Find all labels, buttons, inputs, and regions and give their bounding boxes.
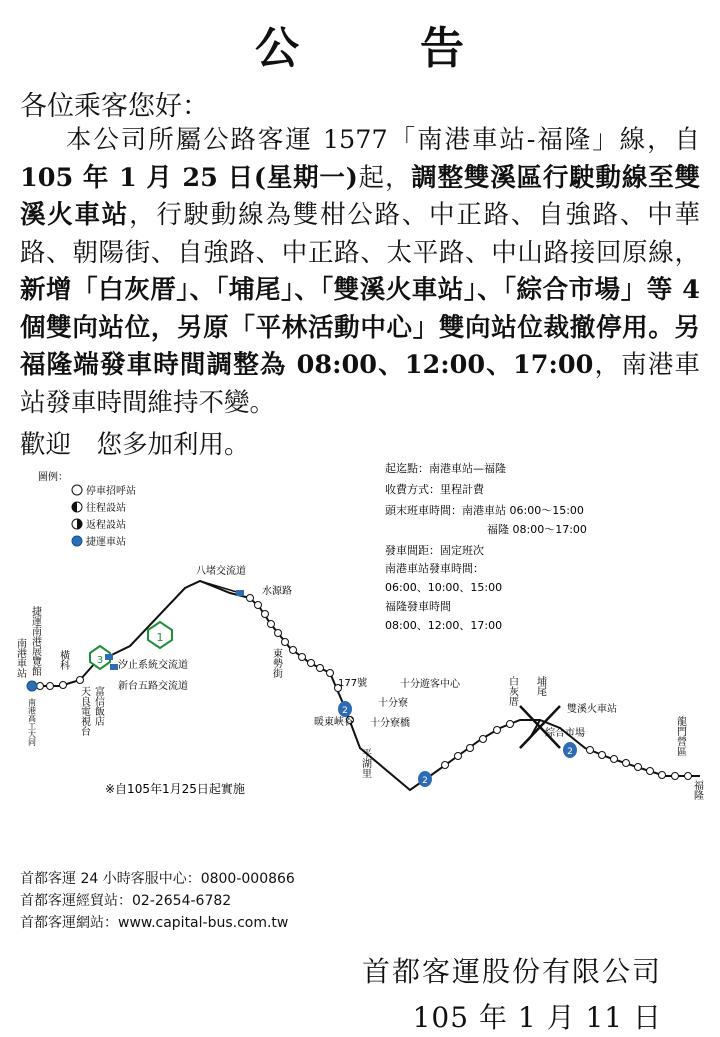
- highway-number: 3: [96, 655, 104, 666]
- bus-stop: [647, 768, 654, 775]
- bus-stop: [308, 660, 315, 667]
- bus-stop: [635, 764, 642, 771]
- map-label: 橫科: [57, 650, 69, 670]
- map-label: 八堵交流道: [196, 566, 246, 577]
- map-label: 富信飯店: [92, 686, 104, 726]
- legend-item: 返程設站: [86, 520, 126, 531]
- website-link[interactable]: 首都客運網站：www.capital-bus.com.tw: [20, 915, 289, 931]
- bus-stop: [268, 621, 275, 628]
- map-label: 新台五路交流道: [118, 681, 188, 692]
- badu-link: [200, 581, 240, 593]
- map-label: 水源路: [262, 586, 292, 597]
- map-label: 177號: [338, 678, 368, 689]
- body-part-1: 本公司所屬公路客運 1577「南港車站-福隆」線，自: [64, 125, 700, 155]
- map-label: 汐止系統交流道: [118, 660, 188, 671]
- highway-number: 1: [156, 631, 164, 644]
- interchange-icon: [110, 664, 118, 670]
- map-label: 埔尾: [534, 676, 546, 696]
- map-label: 南港車站: [14, 638, 26, 678]
- route-map: [0, 458, 720, 858]
- info-line: 頭末班車時間：南港車站 06:00～15:00: [385, 504, 584, 517]
- greeting: 各位乘客您好：: [20, 91, 209, 122]
- outbound-half-icon: [72, 502, 77, 512]
- highway-1-shield: [148, 622, 172, 648]
- bus-stop: [672, 773, 679, 780]
- schedule-info: [385, 461, 587, 632]
- effective-date-note: ※自105年1月25日起實施: [105, 782, 245, 796]
- bus-stop: [587, 747, 594, 754]
- info-line: 福隆發車時間: [385, 600, 451, 613]
- body-part-2: 起，: [357, 162, 412, 193]
- bus-stop: [494, 727, 501, 734]
- bus-stop: [480, 736, 487, 743]
- legend-title: 圖例：: [38, 472, 68, 483]
- map-label: 捷運南港展覽館: [29, 606, 41, 676]
- return-half-icon: [77, 519, 82, 529]
- legend-item: 停車招呼站: [86, 486, 136, 497]
- bus-stop: [60, 682, 67, 689]
- map-label: 平湖里: [359, 748, 371, 778]
- bus-stop: [262, 611, 269, 618]
- hotline: 首都客運 24 小時客服中心：0800-000866: [20, 871, 295, 887]
- bus-stop: [37, 683, 44, 690]
- notice-date: 105 年 1 月 11 日: [412, 1001, 662, 1034]
- interchange-icon: [236, 590, 244, 596]
- welcome-text: 歡迎 您多加利用。: [20, 430, 250, 460]
- info-line: 南港車站發車時間：: [385, 562, 484, 575]
- road-number: 2: [342, 706, 348, 716]
- interchange-icon: [105, 654, 113, 660]
- map-label: 福隆: [691, 780, 703, 800]
- provincial-2-shield: [338, 701, 352, 717]
- info-line: 發車間距：固定班次: [385, 544, 484, 557]
- bus-stop: [299, 654, 306, 661]
- notice-title: [0, 12, 720, 76]
- title-char-2: 告: [420, 23, 465, 74]
- body-date-bold: 105 年 1 月 25 日(星期一): [20, 162, 358, 193]
- bus-stop: [247, 595, 254, 602]
- bus-stop: [77, 677, 84, 684]
- bus-stop: [317, 665, 324, 672]
- bus-stop: [455, 753, 462, 760]
- bus-stop: [467, 745, 474, 752]
- map-label: 十分寮橋: [370, 718, 410, 729]
- bus-stop: [685, 773, 692, 780]
- map-label: 天良電視台: [78, 686, 90, 736]
- notice-body: [20, 122, 700, 422]
- bus-stop: [659, 772, 666, 779]
- map-label: 龍門營區: [674, 716, 686, 756]
- vertical-map-labels: [15, 605, 704, 800]
- info-line: 06:00、10:00、15:00: [385, 581, 503, 594]
- map-label: 雙溪火車站: [567, 704, 617, 715]
- title-char-1: 公: [255, 23, 300, 74]
- bus-stop: [282, 639, 289, 646]
- bus-stop: [623, 760, 630, 767]
- map-label: 十分遊客中心: [400, 679, 460, 690]
- legend-item: 捷運車站: [86, 537, 126, 548]
- bus-stop: [442, 762, 449, 769]
- legend-items: [72, 484, 136, 548]
- road-number: 2: [567, 747, 573, 757]
- bus-stop: [47, 683, 54, 690]
- body-part-4: ，南港車站發車時間維持不變。: [20, 350, 700, 418]
- mrt-station-icon: [27, 681, 37, 691]
- map-label: 十分寮: [378, 698, 408, 709]
- mrt-legend-icon: [72, 536, 82, 546]
- provincial-2-shield: [418, 771, 432, 787]
- info-line: 起迄點：南港車站—福隆: [385, 462, 506, 475]
- info-line: 08:00、12:00、17:00: [385, 619, 503, 632]
- info-line: 福隆 08:00～17:00: [487, 523, 587, 536]
- body-new-stops-bold: 新增「白灰厝」、「埔尾」、「雙溪火車站」、「綜合市場」等 4 個雙向站位，另原「平林活動中心」雙向站位裁撤停用。另福隆端發車時間調整為 08:00、12:00、17:00: [20, 275, 700, 380]
- stop-legend-icon: [72, 485, 82, 495]
- legend-item: 往程設站: [86, 503, 126, 514]
- map-label: 東勢街: [270, 648, 282, 678]
- bus-stop: [507, 721, 514, 728]
- map-label: 南港高工大同: [27, 698, 37, 746]
- company-name: 首都客運股份有限公司: [361, 955, 662, 988]
- bus-stop: [255, 602, 262, 609]
- info-line: 收費方式：里程計費: [385, 483, 484, 496]
- map-label: 白灰厝: [506, 676, 518, 706]
- bus-stop: [611, 756, 618, 763]
- bus-stop: [327, 670, 334, 677]
- road-number: 2: [422, 776, 428, 786]
- body-change-bold: 調整雙溪區行駛動線至雙溪火車站: [20, 162, 700, 230]
- bus-stop: [599, 752, 606, 759]
- provincial-2-shield: [563, 742, 577, 758]
- bus-stop: [290, 647, 297, 654]
- phone: 首都客運經貿站：02-2654-6782: [20, 893, 232, 909]
- map-label: 暖東峽谷: [314, 717, 354, 728]
- map-label: 綜合市場: [545, 728, 585, 739]
- body-part-3: ，行駛動線為雙柑公路、中正路、自強路、中華路、朝陽街、自強路、中正路、太平路、中山路接回原線，: [20, 200, 700, 268]
- bus-stop: [275, 630, 282, 637]
